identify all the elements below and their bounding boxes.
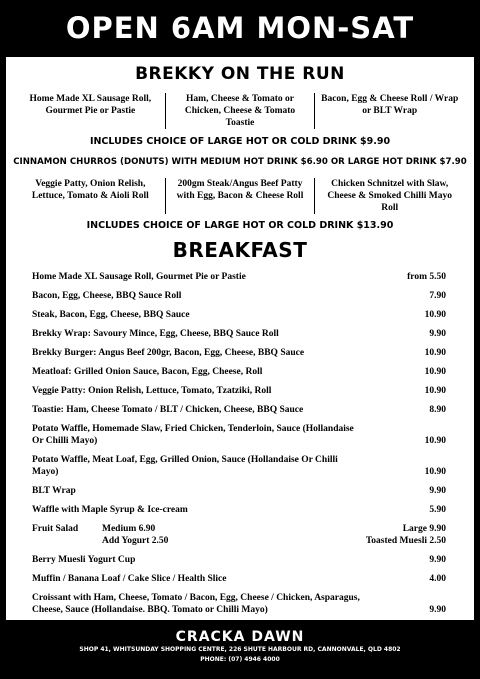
- item-name: Muffin / Banana Loaf / Cake Slice / Health Slice: [32, 574, 227, 584]
- menu-item: [32, 485, 446, 497]
- item-price: from 5.50: [407, 272, 446, 282]
- opening-hours-heading: OPEN 6AM MON-SAT: [65, 11, 415, 45]
- address: SHOP 41, WHITSUNDAY SHOPPING CENTRE, 226 SHUTE HARBOUR RD, CANNONVALE, QLD 4802: [79, 646, 401, 653]
- item-price: 10.90: [424, 436, 446, 446]
- menu-item: [32, 504, 446, 516]
- fruit-salad-item: [32, 523, 446, 547]
- item-price: 7.90: [429, 291, 446, 301]
- combo-option: Veggie Patty, Onion Relish, Lettuce, Tomato & Aioli Roll: [31, 179, 149, 201]
- item-price: 10.90: [424, 310, 446, 320]
- breakfast-menu: [32, 271, 446, 642]
- item-name: Meatloaf: Grilled Onion Sauce, Bacon, Egg, Cheese, Roll: [32, 367, 263, 377]
- fruit-salad-medium: Medium 6.90: [102, 524, 156, 534]
- item-price: 10.90: [424, 386, 446, 396]
- item-price: 6.90: [429, 624, 446, 634]
- footer: [0, 620, 480, 679]
- item-price: 4.00: [429, 574, 446, 584]
- item-price: 9.90: [429, 555, 446, 565]
- item-price: 8.90: [429, 405, 446, 415]
- item-name: Bacon, Egg, Cheese, BBQ Sauce Roll: [32, 291, 182, 301]
- breakfast-title: BREAKFAST: [172, 238, 308, 262]
- item-name: Waffle with Maple Syrup & Ice-cream: [32, 505, 188, 515]
- phone-number: PHONE: (07) 4946 4000: [200, 656, 280, 663]
- combo-note-1: INCLUDES CHOICE OF LARGE HOT OR COLD DRINK $9.90: [89, 136, 391, 147]
- brekky-on-the-run-title: BREKKY ON THE RUN: [135, 64, 345, 84]
- menu-item: [32, 423, 446, 447]
- combo-note-2: INCLUDES CHOICE OF LARGE HOT OR COLD DRINK $13.90: [86, 220, 394, 231]
- menu-item: [32, 573, 446, 585]
- fruit-salad-name: Fruit Salad: [32, 524, 79, 534]
- item-price: 10.90: [424, 467, 446, 477]
- churros-offer: CINNAMON CHURROS (DONUTS) WITH MEDIUM HOT DRINK $6.90 OR LARGE HOT DRINK $7.90: [13, 157, 467, 167]
- menu-item: [32, 404, 446, 416]
- fruit-salad-muesli: Toasted Muesli 2.50: [365, 536, 446, 546]
- item-name: Potato Waffle, Homemade Slaw, Fried Chicken, Tenderloin, Sauce (Hollandaise Or Chilli Mayo): [32, 424, 354, 446]
- combo-option: Bacon, Egg & Cheese Roll / Wrap or BLT Wrap: [314, 93, 464, 129]
- item-price: 9.90: [429, 329, 446, 339]
- menu-item: [32, 347, 446, 359]
- item-name: Plain Croissant with Jam: [32, 624, 135, 634]
- menu-item: [32, 385, 446, 397]
- combo-option: Chicken Schnitzel with Slaw, Cheese & Smoked Chilli Mayo Roll: [314, 178, 464, 214]
- item-name: Croissant with Ham, Cheese, Tomato / Bacon, Egg, Cheese / Chicken, Asparagus, Cheese, Sauce (Hollandaise. BBQ. Tomato or Chilli Mayo): [32, 593, 360, 615]
- combo-option: Home Made XL Sausage Roll, Gourmet Pie or Pastie: [29, 94, 152, 116]
- item-price: 9.90: [429, 605, 446, 615]
- item-price: 10.90: [424, 348, 446, 358]
- menu-item: [32, 290, 446, 302]
- brand-name: CRACKA DAWN: [175, 629, 305, 645]
- item-name: Brekky Wrap: Savoury Mince, Egg, Cheese, BBQ Sauce Roll: [32, 329, 279, 339]
- menu-item: [32, 454, 446, 478]
- menu-item: [32, 271, 446, 283]
- item-name: BLT Wrap: [32, 486, 76, 496]
- combo-option: 200gm Steak/Angus Beef Patty with Egg, Bacon & Cheese Roll: [165, 178, 315, 214]
- item-price: 9.90: [429, 486, 446, 496]
- menu-item: [32, 554, 446, 566]
- menu-item: [32, 592, 446, 616]
- menu-sheet: [6, 57, 474, 634]
- menu-item: [32, 366, 446, 378]
- menu-item: [32, 309, 446, 321]
- combo-option: Ham, Cheese & Tomato or Chicken, Cheese & Tomato Toastie: [165, 93, 315, 129]
- fruit-salad-large: Large 9.90: [402, 524, 446, 534]
- item-name: Veggie Patty: Onion Relish, Lettuce, Tomato, Tzatziki, Roll: [32, 386, 272, 396]
- combo-group-2: [16, 178, 464, 214]
- item-price: 10.90: [424, 367, 446, 377]
- item-name: Home Made XL Sausage Roll, Gourmet Pie or Pastie: [32, 272, 246, 282]
- combo-group-1: [16, 93, 464, 129]
- item-name: Steak, Bacon, Egg, Cheese, BBQ Sauce: [32, 310, 190, 320]
- top-banner: [0, 0, 480, 56]
- menu-item: [32, 328, 446, 340]
- fruit-salad-yogurt: Add Yogurt 2.50: [102, 536, 169, 546]
- item-name: Potato Waffle, Meat Loaf, Egg, Grilled Onion, Sauce (Hollandaise Or Chilli Mayo): [32, 455, 338, 477]
- item-price: 5.90: [429, 505, 446, 515]
- item-name: Berry Muesli Yogurt Cup: [32, 555, 136, 565]
- item-name: Brekky Burger: Angus Beef 200gr, Bacon, Egg, Cheese, BBQ Sauce: [32, 348, 305, 358]
- item-name: Toastie: Ham, Cheese Tomato / BLT / Chicken, Cheese, BBQ Sauce: [32, 405, 304, 415]
